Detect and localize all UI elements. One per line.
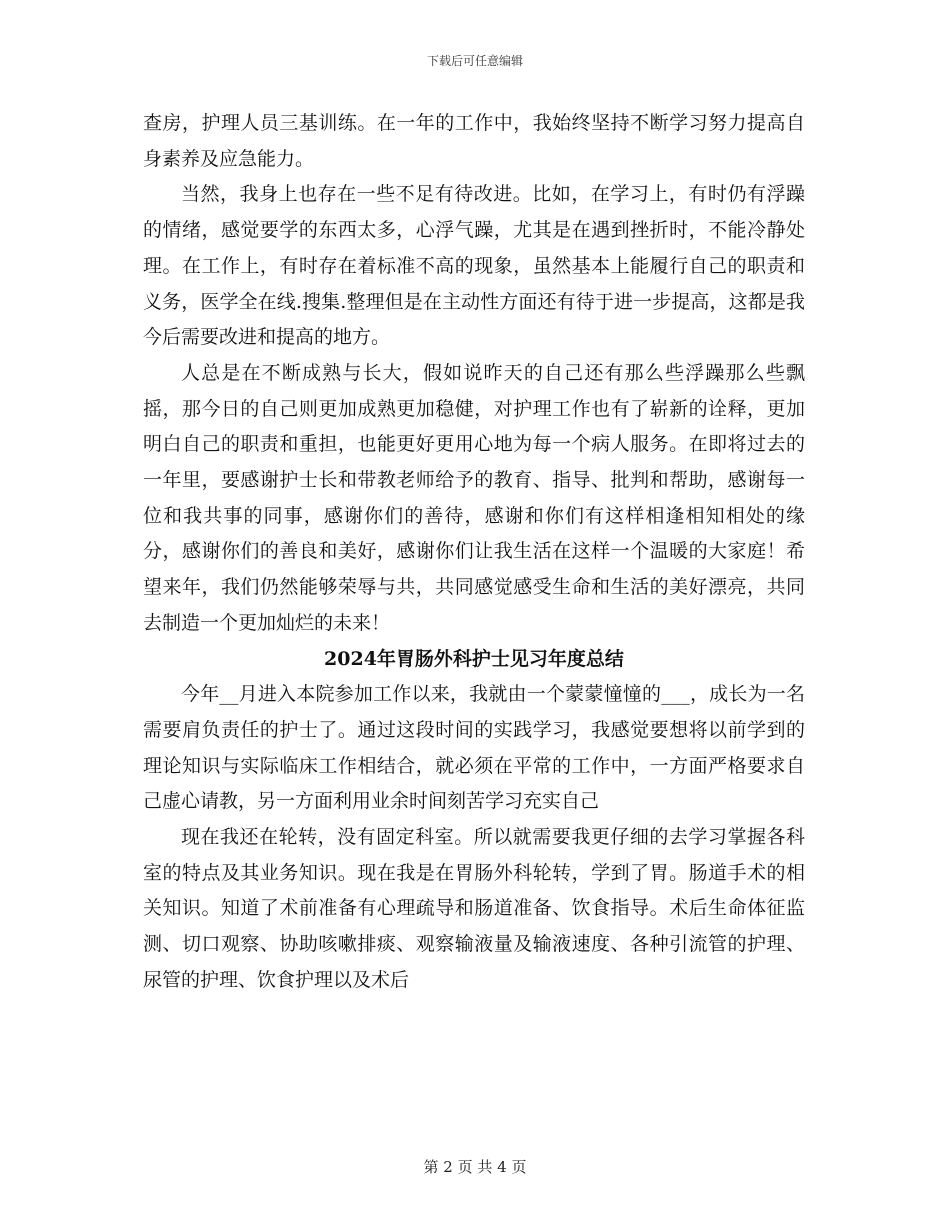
paragraph-rotation: 现在我还在轮转，没有固定科室。所以就需要我更仔细的去学习掌握各科室的特点及其业务知识。现在我是在胃肠外科轮转，学到了胃。肠道手术的相关知识。知道了术前准备有心理疏导和肠道准备、饮食指导。术后生命体征监测、切口观察、协助咳嗽排痰、观察输液量及输液速度、各种引流管的护理、尿管的护理、饮食护理以及术后 — [143, 826, 805, 991]
paragraph-continuation: 查房，护理人员三基训练。在一年的工作中，我始终坚持不断学习努力提高自身素养及应急能力。 — [143, 112, 805, 170]
paragraph-introduction: 今年__月进入本院参加工作以来，我就由一个蒙蒙憧憧的___，成长为一名需要肩负责任的护士了。通过这段时间的实践学习，我感觉要想将以前学到的理论知识与实际临床工作相结合，就必须在平常的工作中，一方面严格要求自己虚心请教，另一方面利用业余时间刻苦学习充实自己 — [143, 683, 805, 813]
paragraph-gratitude: 人总是在不断成熟与长大，假如说昨天的自己还有那么些浮躁那么些飘摇，那今日的自己则更加成熟更加稳健，对护理工作也有了崭新的诠释，更加明白自己的职责和重担，也能更好更用心地为每一个病人服务。在即将过去的一年里，要感谢护士长和带教老师给予的教育、指导、批判和帮助，感谢每一位和我共事的同事，感谢你们的善待，感谢和你们有这样相逢相知相处的缘分，感谢你们的善良和美好，感谢你们让我生活在这样一个温暖的大家庭！希望来年，我们仍然能够荣辱与共，共同感觉感受生命和生活的美好漂亮，共同去制造一个更加灿烂的未来！ — [143, 361, 805, 634]
page-number-footer: 第 2 页 共 4 页 — [423, 1158, 527, 1176]
page-header-note: 下载后可任意编辑 — [426, 54, 523, 68]
paragraph-shortcomings: 当然，我身上也存在一些不足有待改进。比如，在学习上，有时仍有浮躁的情绪，感觉要学的东西太多，心浮气躁，尤其是在遇到挫折时，不能冷静处理。在工作上，有时存在着标准不高的现象，虽然基本上能履行自己的职责和义务，医学全在线.搜集.整理但是在主动性方面还有待于进一步提高，这都是我今后需要改进和提高的地方。 — [143, 183, 805, 349]
document-body — [143, 106, 805, 999]
section-title: 2024年胃肠外科护士见习年度总结 — [324, 647, 624, 670]
